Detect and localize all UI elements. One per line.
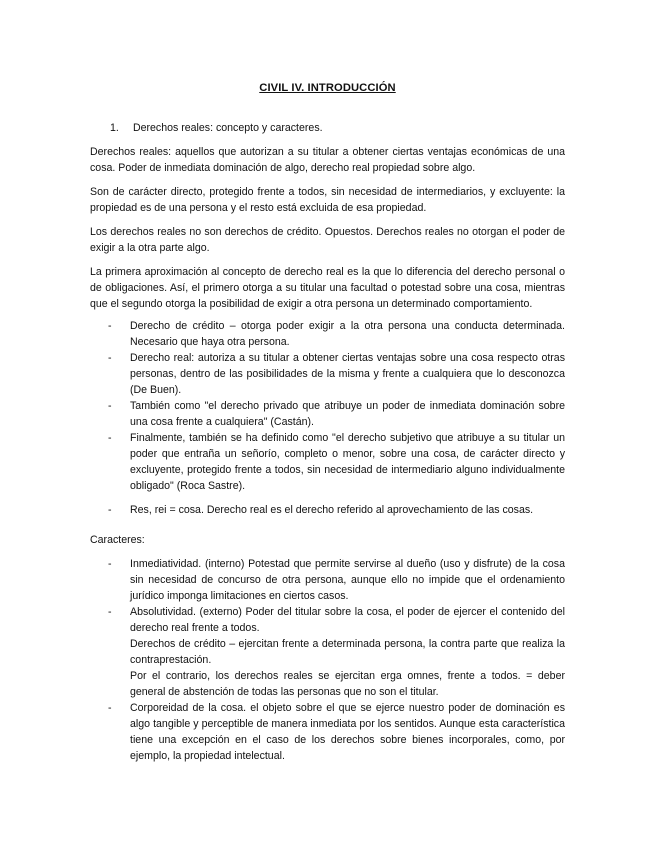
bullet-marker: -: [108, 320, 112, 332]
caracteres-heading: Caracteres:: [90, 534, 145, 546]
bullet-marker: -: [108, 400, 112, 412]
section-label: Derechos reales: concepto y caracteres.: [132, 122, 323, 134]
bullet-marker: -: [108, 504, 112, 516]
list-item-text: Derecho real: autoriza a su titular a obtener ciertas ventajas sobre una cosa respecto otras personas, dentro de las posibilidades de la misma y frente a cualquiera que lo desconozca (De Buen).: [130, 352, 565, 396]
list-item: [90, 318, 565, 350]
list-item: [90, 350, 565, 398]
list-item: [90, 398, 565, 430]
section-heading: [110, 120, 570, 136]
list-item-text: Derechos de crédito – ejercitan frente a determinada persona, la contra parte que realiza la contraprestación.: [130, 638, 565, 666]
bullet-marker: -: [108, 352, 112, 364]
list-item: [90, 502, 565, 518]
paragraph-approximation: La primera aproximación al concepto de derecho real es la que lo diferencia del derecho personal o de obligaciones. Así, el primero otorga a su titular una facultad o potestad sobre una cosa, mientras que el segundo otorga la posibilidad de exigir a otra persona un determinado comportamiento.: [90, 266, 565, 310]
bullet-marker: -: [108, 432, 112, 444]
page-title: CIVIL IV. INTRODUCCIÓN: [259, 82, 396, 94]
paragraph-credit: Los derechos reales no son derechos de crédito. Opuestos. Derechos reales no otorgan el poder de exigir a la otra parte algo.: [90, 226, 565, 254]
list-item-text: Derecho de crédito – otorga poder exigir a la otra persona una conducta determinada. Necesario que haya otra persona.: [130, 320, 565, 348]
list-item-text: Corporeidad de la cosa. el objeto sobre el que se ejerce nuestro poder de dominación es algo tangible y perceptible de manera inmediata por los sentidos. Aunque esta característica tiene una excepción en el caso de los derechos sobre bienes incorporales, como, por ejemplo, la propiedad intelectual.: [130, 702, 565, 762]
paragraph-character: Son de carácter directo, protegido frente a todos, sin necesidad de intermediarios, y excluyente: la propiedad es de una persona y el resto está excluida de esa propiedad.: [90, 186, 565, 214]
list-item: [90, 604, 565, 700]
bullet-marker: -: [108, 558, 112, 570]
paragraph-definition: Derechos reales: aquellos que autorizan a su titular a obtener ciertas ventajas económicas de una cosa. Poder de inmediata dominación de algo, derecho real propiedad sobre algo.: [90, 146, 565, 174]
list-item-text: Absolutividad. (externo) Poder del titular sobre la cosa, el poder de ejercer el contenido del derecho real frente a todos.: [130, 606, 565, 634]
list-item-text: Res, rei = cosa. Derecho real es el derecho referido al aprovechamiento de las cosas.: [130, 504, 534, 516]
list-item-text: Finalmente, también se ha definido como "el derecho subjetivo que atribuye a su titular un poder que entraña un señorío, completo o menor, sobre una cosa, de carácter directo y excluyente, protegido frente a todos, sin necesidad de intermediario alguno individualmente obligado" (Roca Sastre).: [130, 432, 565, 492]
definitions-list: [90, 318, 565, 518]
list-item-text: Inmediatividad. (interno) Potestad que permite servirse al dueño (uso y disfrute) de la cosa sin necesidad de concurso de otra persona, aunque ello no impide que el ordenamiento jurídico imponga limitaciones en ciertos casos.: [130, 558, 565, 602]
bullet-marker: -: [108, 702, 112, 714]
section-number: 1.: [110, 122, 119, 134]
list-item: [90, 556, 565, 604]
list-item-text: También como "el derecho privado que atribuye un poder de inmediata dominación sobre una cosa frente a cualquiera" (Castán).: [130, 400, 565, 428]
list-item-text: Por el contrario, los derechos reales se ejercitan erga omnes, frente a todos. = deber general de abstención de todas las personas que no son el titular.: [130, 670, 565, 698]
list-item: [90, 700, 565, 764]
caracteres-list: [90, 556, 565, 764]
list-item: [90, 430, 565, 494]
bullet-marker: -: [108, 606, 112, 618]
